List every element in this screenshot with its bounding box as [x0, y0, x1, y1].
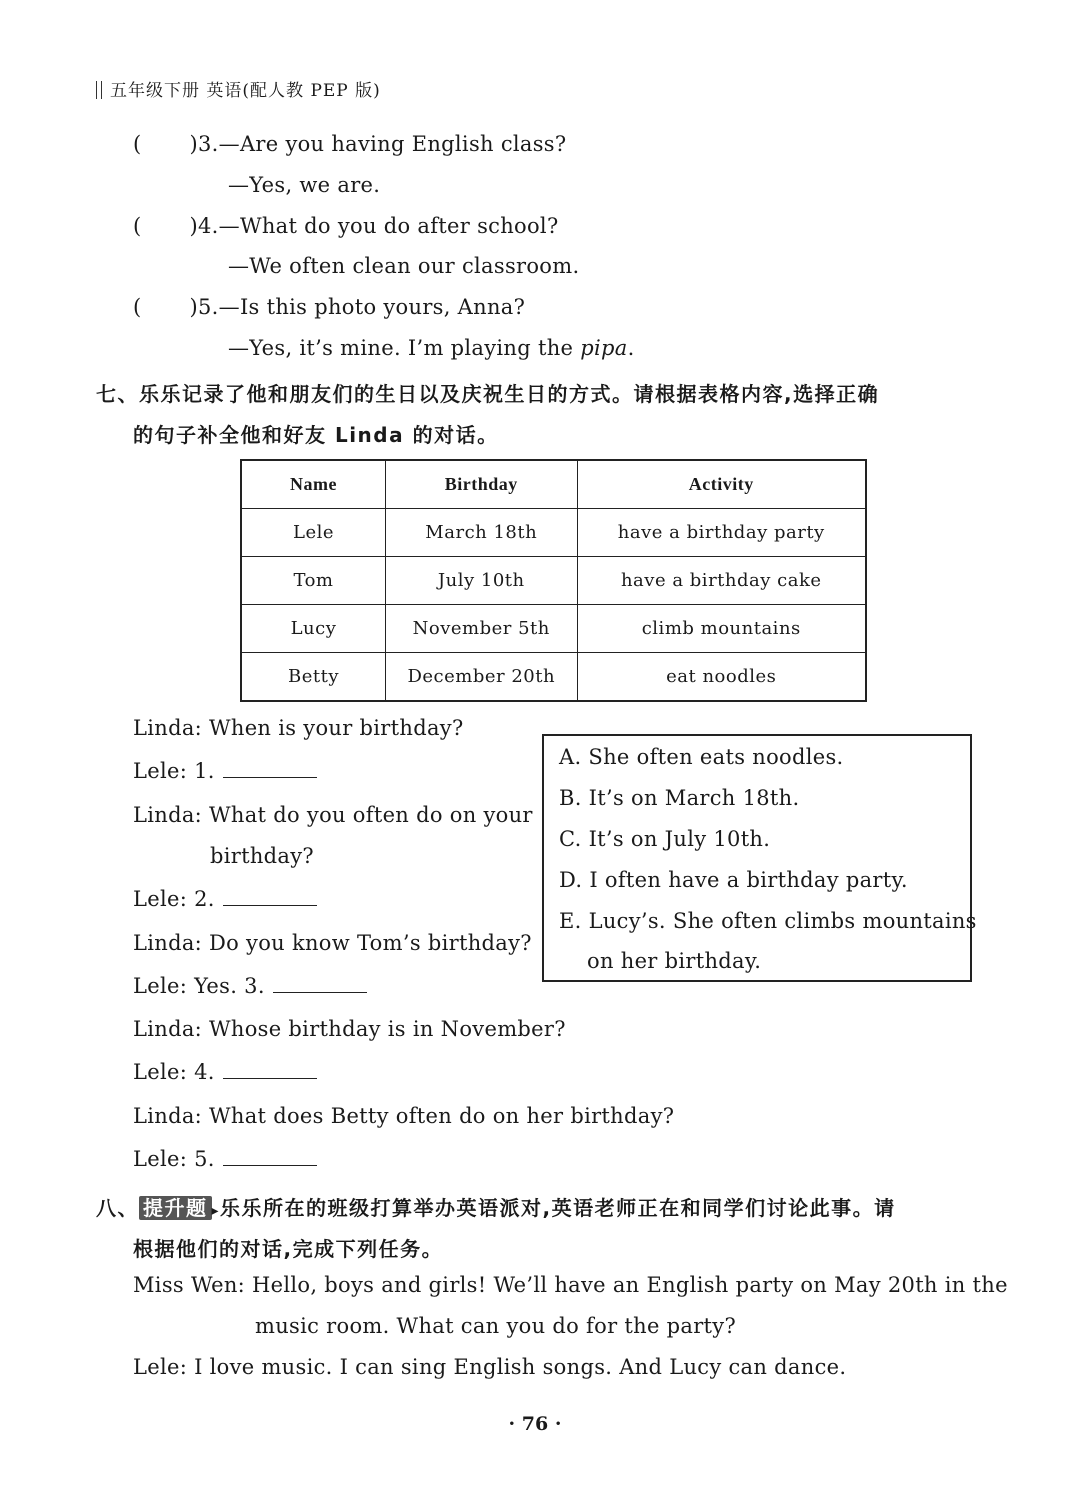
question-4 — [133, 214, 559, 238]
table-cell: Lucy — [241, 605, 386, 653]
section8-title-line2: 根据他们的对话,完成下列任务。 — [133, 1237, 444, 1261]
question-text: —Is this photo yours, Anna? — [218, 295, 526, 319]
question-number: 5. — [198, 295, 219, 319]
dialogue-line-blank-3 — [133, 974, 367, 998]
passage-line: Lele: I love music. I can sing English songs. And Lucy can dance. — [133, 1355, 847, 1379]
question-text: —Are you having English class? — [218, 132, 567, 156]
dialogue-line: Linda: Whose birthday is in November? — [133, 1017, 566, 1041]
table-header-activity: Activity — [577, 460, 866, 509]
table-cell: March 18th — [386, 509, 578, 557]
table-header-row — [241, 460, 866, 509]
dialogue-line-blank-1 — [133, 759, 317, 783]
dialogue-line: Linda: What does Betty often do on her birthday? — [133, 1104, 675, 1128]
header-text: 五年级下册 英语(配人教 PEP 版) — [110, 81, 381, 101]
table-row — [241, 605, 866, 653]
answer-4: —We often clean our classroom. — [228, 254, 580, 278]
answer-blank[interactable] — [223, 776, 317, 778]
page-number: · 76 · — [508, 1413, 562, 1435]
header-bar-icon — [96, 81, 102, 99]
table-cell: December 20th — [386, 653, 578, 702]
table-row — [241, 509, 866, 557]
answer-end: . — [627, 336, 635, 360]
answer-blank[interactable] — [273, 991, 367, 993]
answer-3: —Yes, we are. — [228, 173, 381, 197]
dialogue-text: Lele: 5. — [133, 1147, 215, 1171]
dialogue-line: birthday? — [210, 844, 314, 868]
table-header-name: Name — [241, 460, 386, 509]
dialogue-text: Lele: 1. — [133, 759, 215, 783]
option-c: C. It’s on July 10th. — [559, 827, 771, 851]
section7-title-line2: 的句子补全他和好友 Linda 的对话。 — [133, 423, 499, 447]
table-cell: Lele — [241, 509, 386, 557]
dialogue-line-blank-5 — [133, 1147, 317, 1171]
dialogue-text: Lele: 2. — [133, 887, 215, 911]
answer-paren-open: ( — [133, 295, 142, 319]
birthday-table — [240, 459, 867, 702]
option-e: E. Lucy’s. She often climbs mountains — [559, 909, 977, 933]
table-row — [241, 653, 866, 702]
dialogue-text: Lele: 4. — [133, 1060, 215, 1084]
options-box — [542, 734, 977, 982]
table-cell: November 5th — [386, 605, 578, 653]
dialogue-line-blank-4 — [133, 1060, 317, 1084]
question-number: 3. — [198, 132, 219, 156]
option-e-continued: on her birthday. — [587, 949, 762, 973]
section8-prefix: 八、 — [96, 1196, 139, 1220]
section7-title-line1: 七、乐乐记录了他和朋友们的生日以及庆祝生日的方式。请根据表格内容,选择正确 — [96, 382, 880, 406]
table-row — [241, 557, 866, 605]
passage-line: music room. What can you do for the party? — [255, 1314, 737, 1338]
answer-paren-open: ( — [133, 214, 142, 238]
table-cell: eat noodles — [577, 653, 866, 702]
option-a: A. She often eats noodles. — [559, 745, 844, 769]
answer-italic: pipa — [580, 336, 628, 360]
dialogue-line-blank-2 — [133, 887, 317, 911]
answer-paren-close: ) — [189, 295, 198, 319]
tag-arrow-icon: ▸ — [211, 1203, 221, 1219]
table-header-birthday: Birthday — [386, 460, 578, 509]
option-b: B. It’s on March 18th. — [559, 786, 800, 810]
answer-paren-close: ) — [189, 132, 198, 156]
table-cell: Tom — [241, 557, 386, 605]
advanced-tag: 提升题 — [139, 1196, 212, 1220]
section8-text: 乐乐所在的班级打算举办英语派对,英语老师正在和同学们讨论此事。请 — [220, 1196, 896, 1220]
answer-paren-open: ( — [133, 132, 142, 156]
table-cell: have a birthday party — [577, 509, 866, 557]
passage-line: Miss Wen: Hello, boys and girls! We’ll have an English party on May 20th in the — [133, 1273, 1008, 1297]
dialogue-line: Linda: Do you know Tom’s birthday? — [133, 931, 532, 955]
dialogue-line: Linda: What do you often do on your — [133, 803, 533, 827]
table-cell: have a birthday cake — [577, 557, 866, 605]
table-cell: climb mountains — [577, 605, 866, 653]
page-header — [96, 76, 381, 101]
answer-blank[interactable] — [223, 904, 317, 906]
section8-title-line1 — [96, 1192, 896, 1221]
answer-blank[interactable] — [223, 1077, 317, 1079]
answer-paren-close: ) — [189, 214, 198, 238]
dialogue-line: Linda: When is your birthday? — [133, 716, 464, 740]
dialogue-text: Lele: Yes. 3. — [133, 974, 265, 998]
answer-text: —Yes, it’s mine. I’m playing the — [228, 336, 581, 360]
question-number: 4. — [198, 214, 219, 238]
table-cell: Betty — [241, 653, 386, 702]
question-5 — [133, 295, 525, 319]
question-3 — [133, 132, 566, 156]
answer-blank[interactable] — [223, 1164, 317, 1166]
answer-5 — [228, 336, 635, 360]
option-d: D. I often have a birthday party. — [559, 868, 908, 892]
table-cell: July 10th — [386, 557, 578, 605]
question-text: —What do you do after school? — [218, 214, 559, 238]
